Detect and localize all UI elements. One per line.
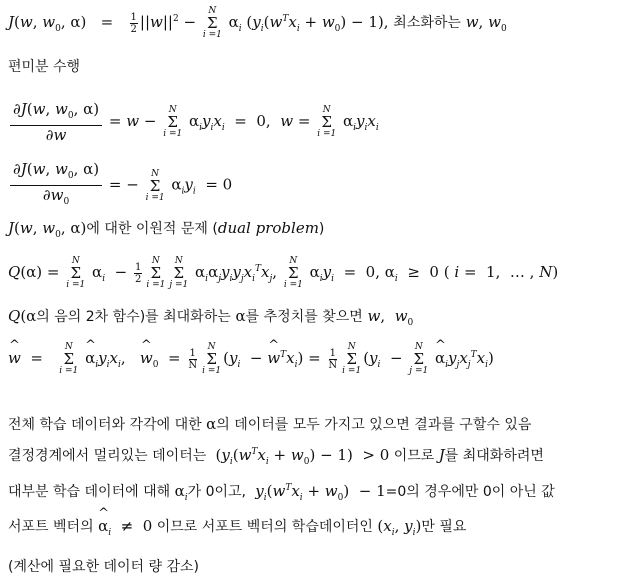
- dual-objective-equation: Q(α) = N Σ i =1 $\alpha_i$ − $\frac{1}{2}$ N Σ i =1 N Σ j =1 $\alpha_i\alpha_jy_iy_jx_i^Tx_j$, N Σ i =1 $\alpha_iy_i = 0$, $\alpha_i \ge 0$ ( i = 1, … , N): [8, 256, 559, 290]
- lagrangian-equation: J(w, $w_0$, α) = $\frac{1}{2}$ $||w||^2$ − N Σ i =1 $\alpha_i$ $(y_i(w^Tx_i + w_0) - 1)$, 최소화하는 w, $w_0$: [8, 6, 507, 40]
- dual-problem-close: ): [318, 221, 325, 237]
- text-1a: 전체 학습 데이터와 각각에 대한: [8, 417, 202, 433]
- derivative-w0-equation: $\frac{\partial J(w, w_0, \alpha)}{\partial w_0}$ = − N Σ i =1 $\alpha_iy_i = 0$: [8, 160, 232, 211]
- partial-derivative-text: 편미분 수행: [8, 59, 81, 75]
- text-2b: 이므로: [393, 448, 435, 464]
- dual-problem-line: J(w, $w_0$, α)에 대한 이원적 문제 (dual problem): [8, 219, 325, 240]
- text-2c: 를 최대화하려면: [444, 448, 544, 464]
- estimate-text: 를 추정치를 찾으면: [245, 309, 363, 325]
- text-3a: 대부분 학습 데이터에 대해: [8, 484, 171, 500]
- text-3c: =0의 경우에만 0이 아닌 값: [385, 484, 555, 500]
- text-line-1: 전체 학습 데이터와 각각에 대한 α의 데이터를 모두 가지고 있으면 결과를 구할수 있음: [8, 415, 532, 433]
- maximize-text: 의 음의 2차 함수)를 최대화하는: [36, 309, 231, 325]
- text-4b: 이므로 서포트 벡터의 학습데이터인: [156, 519, 373, 535]
- minimize-text: 최소화하는: [393, 15, 461, 31]
- text-line-2: 결정경계에서 멀리있는 데이터는 $(y_i(w^Tx_i + w_0) - 1) > 0$ 이므로 J를 최대화하려면: [8, 446, 544, 467]
- maximize-line: Q(α의 음의 2차 함수)를 최대화하는 α를 추정치를 찾으면 w, $w_0$: [8, 307, 414, 328]
- text-3b: 가 0이고,: [187, 484, 246, 500]
- text-2a: 결정경계에서 멀리있는 데이터는: [8, 448, 207, 464]
- text-line-4: 서포트 벡터의 ^ $\alpha_i \ne 0$ 이므로 서포트 벡터의 학습데이터인 ($x_i$, $y_i$)만 필요: [8, 516, 466, 538]
- text-line-3: 대부분 학습 데이터에 대해 $\alpha_i$가 0이고, $y_i(w^Tx_i + w_0) - 1=0$의 경우에만 0이 아닌 값: [8, 482, 555, 503]
- text-4a: 서포트 벡터의: [8, 519, 94, 535]
- text-line-5: (계산에 필요한 데이터 량 감소): [8, 559, 200, 575]
- text-1b: 의 데이터를 모두 가지고 있으면 결과를 구할수 있음: [216, 417, 532, 433]
- text-4c: 만 필요: [421, 519, 467, 535]
- dual-problem-italic: dual problem: [217, 219, 319, 237]
- estimate-equation: ^ w = N Σ i =1 ^ $\alpha_iy_ix_i$, ^ $w_0$ = $\frac{1}{N}$ N Σ i =1 ($y_i$ − ^ $w^Tx_i$) = $\frac{1}{N}$ N Σ i =1 ($y_i$ − N Σ j =1 ^ $\alpha_iy_jx_j^Tx_i$): [8, 342, 494, 376]
- derivative-w-equation: $\frac{\partial J(w, w_0, \alpha)}{\partial w}$ = w − N Σ i =1 $\alpha_iy_ix_i = 0$, w = N Σ i =1 $\alpha_iy_ix_i$: [8, 100, 379, 144]
- dual-problem-text: 에 대한 이원적 문제 (: [86, 221, 218, 237]
